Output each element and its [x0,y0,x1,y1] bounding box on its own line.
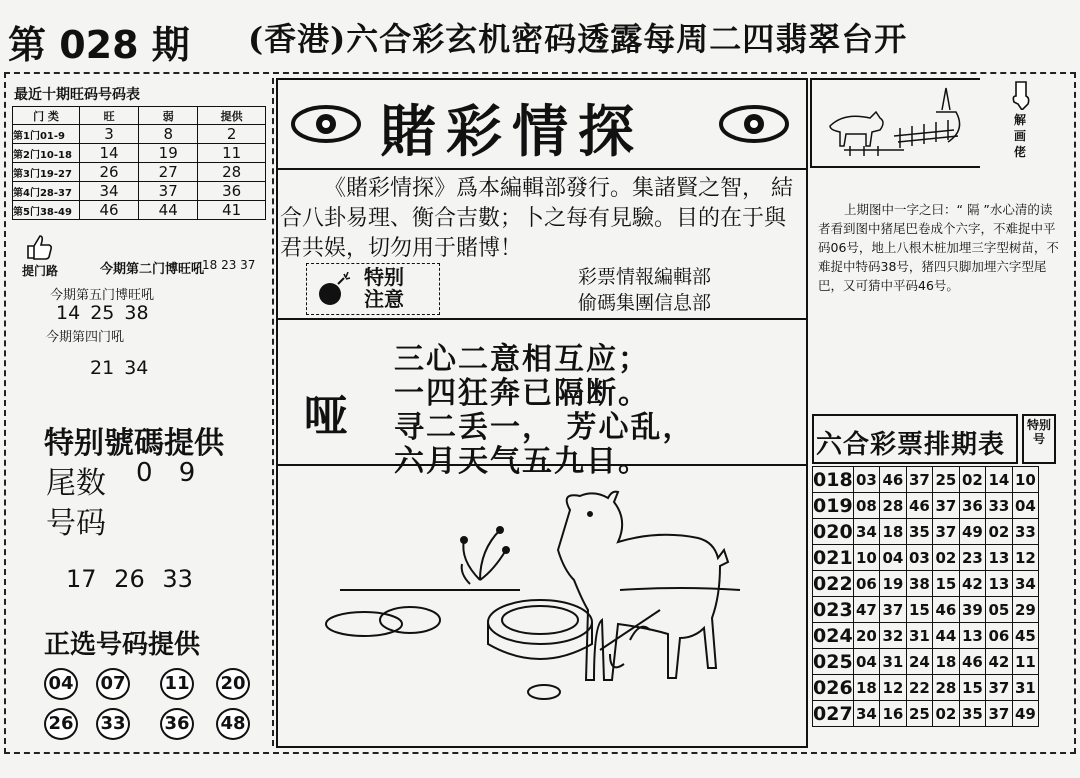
number-cell: 28 [880,493,907,519]
tail-label: 尾数 [46,466,106,501]
issue-cell: 018 [813,468,853,491]
schedule-row [813,701,1039,727]
hint-label: 解画佬 [1013,113,1026,159]
poem-line: 寻二丢一， 芳心乱， [394,410,695,445]
door2-numbers: 18 23 37 [202,258,256,272]
notice-text: 特别注意 [364,265,404,311]
calf-illustration [300,480,800,740]
issue-cell: 023 [813,598,853,621]
issue-cell: 020 [813,520,853,543]
signature-info: 偷碼集團信息部 [578,292,712,314]
number-cell: 04 [880,545,907,571]
pick-ball: 26 [44,708,78,740]
number-cell: 23 [959,545,986,571]
number-cell: 37 [986,701,1013,727]
number-cell: 04 [853,649,880,675]
pick-ball: 07 [96,668,130,700]
number-cell: 06 [853,571,880,597]
issue-cell: 019 [813,494,853,517]
number-cell: 13 [959,623,986,649]
number-cell: 31 [906,623,933,649]
schedule-title: 六合彩票排期表 [816,430,1006,460]
eye-icon [290,104,362,144]
door5-label: 今期第五门博旺吼 [50,288,155,303]
table-row [13,163,266,182]
number-cell: 15 [933,571,960,597]
schedule-row [813,623,1039,649]
number-cell: 05 [986,597,1013,623]
issue-number: 第 028 期 [8,23,190,67]
pick-ball: 33 [96,708,130,740]
number-cell: 06 [986,623,1013,649]
recent-table [12,84,266,220]
logo-text: 賭彩情探 [380,99,644,165]
schedule-row [813,493,1039,519]
number-cell: 42 [986,649,1013,675]
table-row [13,201,266,220]
special-number-cell: 45 [1012,623,1039,649]
special-number-header: 特别号 [1026,418,1051,446]
col-door: 门 类 [13,107,80,125]
ruo-cell: 37 [139,182,198,201]
col-ruo: 弱 [139,107,198,125]
previous-issue-explanation: 上期图中一字之曰：“ 隔 ”水心清的读者看到图中猪尾巴卷成个六字，不难捉中平码06号，地上八根木桩加埋三字型树苗，不难捉中特码38号，猪四只脚加埋六字型尾巴，又可猜中平码46号。 [818,202,1059,293]
number-cell: 02 [933,545,960,571]
table-row [13,182,266,201]
number-cell: 13 [986,571,1013,597]
schedule-row [813,545,1039,571]
number-cell: 08 [853,493,880,519]
schedule-row [813,571,1039,597]
issue-cell: 026 [813,676,853,699]
number-cell: 25 [906,701,933,727]
special-number-title: 特别號碼提供 [44,426,224,461]
issue-cell: 025 [813,650,853,673]
code-label: 号码 [46,506,106,541]
tigong-cell: 11 [198,144,266,163]
pick-ball: 20 [216,668,250,700]
code-values: 17 26 33 [66,565,193,593]
col-tigong: 提供 [198,107,266,125]
number-cell: 34 [853,519,880,545]
special-number-cell: 31 [1012,675,1039,701]
door-cell: 第3门19-27 [13,163,80,182]
poem-line: 三心二意相互应； [394,342,650,377]
table-row [13,144,266,163]
number-cell: 15 [906,597,933,623]
number-cell: 02 [933,701,960,727]
tigong-cell: 2 [198,125,266,144]
number-cell: 36 [959,493,986,519]
number-cell: 46 [880,467,907,493]
signature-editorial: 彩票情報編輯部 [578,266,712,288]
poem-line: 六月天气五九日。 [394,444,650,479]
pig-fence-picture [824,84,980,164]
number-cell: 20 [853,623,880,649]
schedule-row [813,675,1039,701]
number-cell: 42 [959,571,986,597]
number-cell: 44 [933,623,960,649]
number-cell: 02 [959,467,986,493]
wang-cell: 14 [80,144,139,163]
intro-text: 《賭彩情探》爲本編輯部發行。集諸賢之智， 結合八卦易理、衡合吉數；卜之每有見驗。目的在于與君共娱，切勿用于賭博！ [280,176,793,261]
number-cell: 37 [986,675,1013,701]
table-row [13,125,266,144]
number-cell: 10 [853,545,880,571]
recent-table-caption: 最近十期旺码号码表 [14,87,140,103]
thumbs-up-icon [24,232,54,260]
number-cell: 18 [880,519,907,545]
number-cell: 22 [906,675,933,701]
special-number-cell: 49 [1012,701,1039,727]
number-cell: 34 [853,701,880,727]
number-cell: 31 [880,649,907,675]
door-cell: 第2门10-18 [13,144,80,163]
draw-schedule-table [812,466,1039,727]
special-number-cell: 34 [1012,571,1039,597]
special-number-cell: 04 [1012,493,1039,519]
number-cell: 37 [933,519,960,545]
number-cell: 46 [959,649,986,675]
tigong-cell: 41 [198,201,266,220]
ruo-cell: 44 [139,201,198,220]
number-cell: 35 [906,519,933,545]
wang-cell: 3 [80,125,139,144]
number-cell: 39 [959,597,986,623]
number-cell: 37 [933,493,960,519]
number-cell: 02 [986,519,1013,545]
number-cell: 46 [906,493,933,519]
pick-ball: 48 [216,708,250,740]
door4-numbers: 21 34 [90,357,149,379]
number-cell: 16 [880,701,907,727]
wang-cell: 46 [80,201,139,220]
door-cell: 第5门38-49 [13,201,80,220]
pick-ball: 36 [160,708,194,740]
eye-icon [718,104,790,144]
number-cell: 32 [880,623,907,649]
number-cell: 25 [933,467,960,493]
number-cell: 46 [933,597,960,623]
number-cell: 49 [959,519,986,545]
special-number-cell: 12 [1012,545,1039,571]
table-header-row [13,107,266,125]
number-cell: 13 [986,545,1013,571]
bomb-icon [314,272,354,308]
special-number-cell: 10 [1012,467,1039,493]
ruo-cell: 8 [139,125,198,144]
tigong-cell: 28 [198,163,266,182]
issue-cell: 022 [813,572,853,595]
pointing-hand-icon [1010,80,1032,110]
number-cell: 24 [906,649,933,675]
issue-cell: 027 [813,702,853,725]
number-cell: 35 [959,701,986,727]
tip-label: 提门路 [22,264,59,278]
number-cell: 38 [906,571,933,597]
ruo-cell: 27 [139,163,198,182]
number-cell: 18 [853,675,880,701]
number-cell: 47 [853,597,880,623]
issue-cell: 021 [813,546,853,569]
number-cell: 03 [906,545,933,571]
number-cell: 37 [906,467,933,493]
number-cell: 14 [986,467,1013,493]
number-cell: 18 [933,649,960,675]
wang-cell: 26 [80,163,139,182]
special-number-cell: 11 [1012,649,1039,675]
number-cell: 15 [959,675,986,701]
number-cell: 33 [986,493,1013,519]
number-cell: 19 [880,571,907,597]
tigong-cell: 36 [198,182,266,201]
door-cell: 第1门01-9 [13,125,80,144]
door2-label: 今期第二门博旺吼 [100,262,205,277]
number-cell: 12 [880,675,907,701]
special-number-cell: 33 [1012,519,1039,545]
col-wang: 旺 [80,107,139,125]
schedule-row [813,467,1039,493]
schedule-row [813,519,1039,545]
riddle-character: 哑 [304,391,348,442]
issue-cell: 024 [813,624,853,647]
wang-cell: 34 [80,182,139,201]
special-number-cell: 29 [1012,597,1039,623]
ruo-cell: 19 [139,144,198,163]
number-cell: 37 [880,597,907,623]
door-cell: 第4门28-37 [13,182,80,201]
door5-numbers: 14 25 38 [56,302,149,324]
page-title: (香港)六合彩玄机密码透露每周二四翡翠台开 [248,20,908,58]
schedule-row [813,649,1039,675]
poem-line: 一四狂奔已隔断。 [394,376,650,411]
schedule-row [813,597,1039,623]
pick-title: 正选号码提供 [44,630,201,660]
number-cell: 28 [933,675,960,701]
door4-label: 今期第四门吼 [46,330,125,345]
number-cell: 03 [853,467,880,493]
pick-ball: 04 [44,668,78,700]
pick-ball: 11 [160,668,194,700]
tail-values: 0 9 [136,458,196,488]
